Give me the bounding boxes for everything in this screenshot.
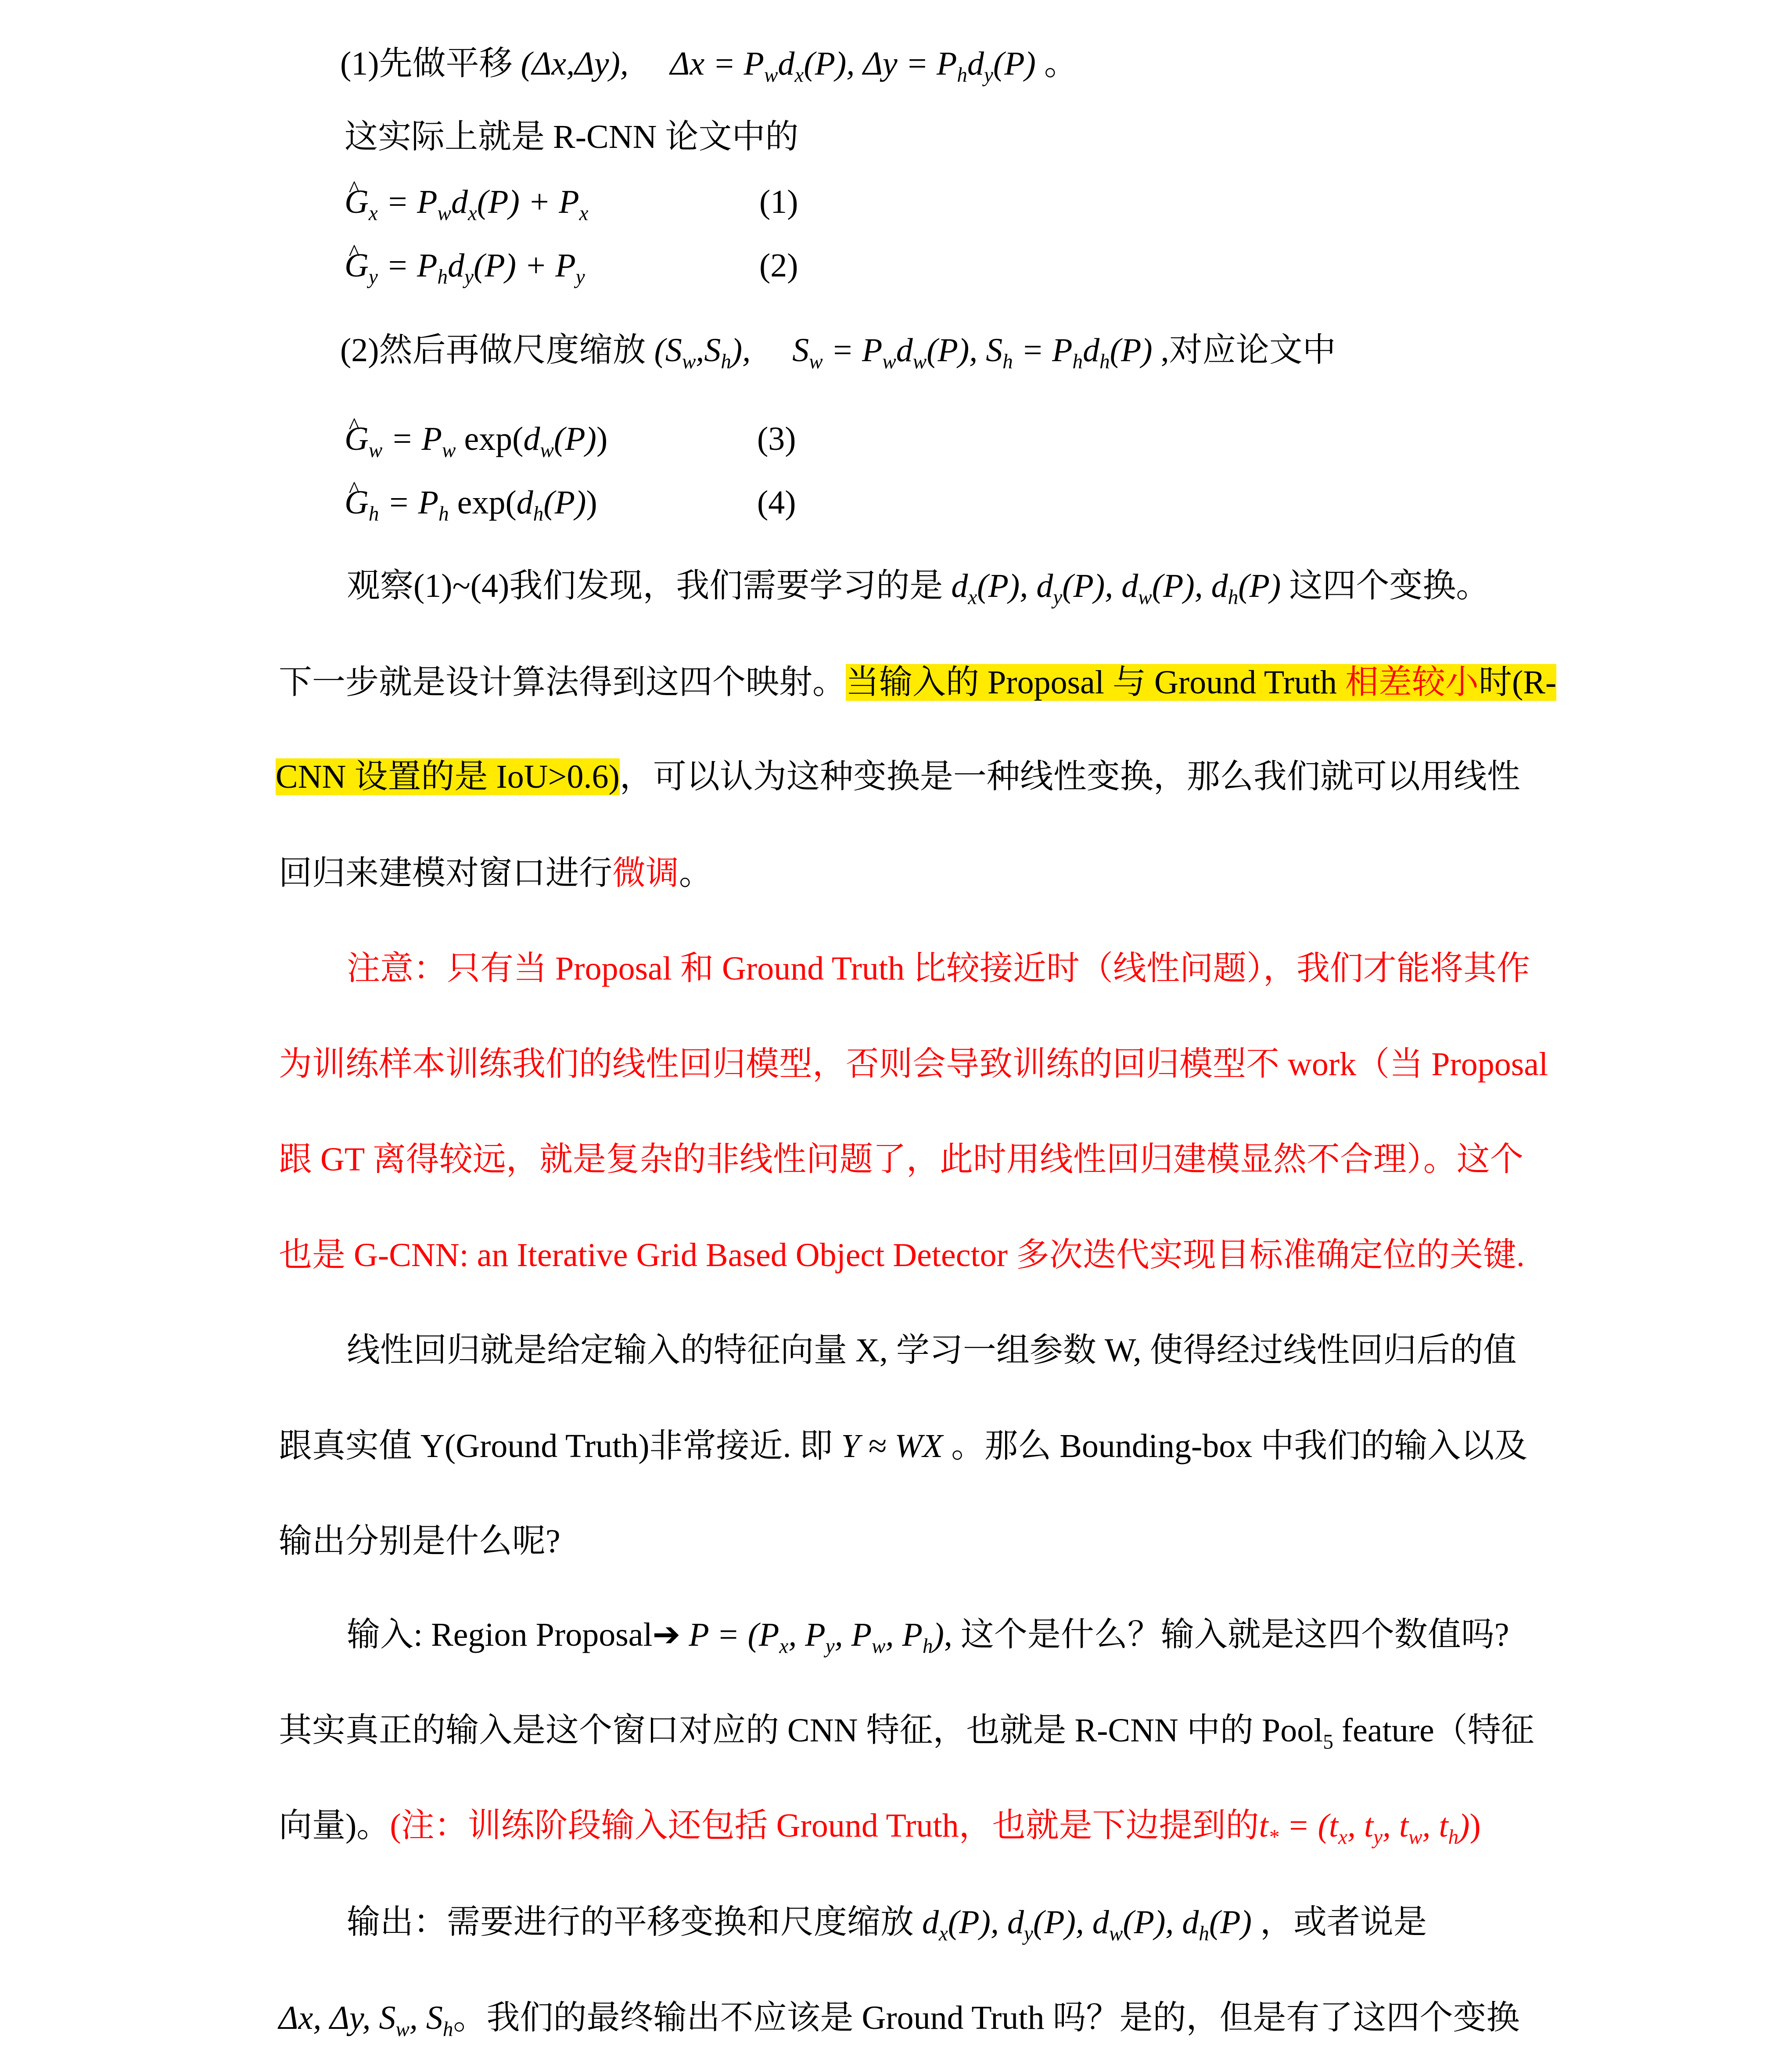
para-next-line1: 下一步就是设计算法得到这四个映射。当输入的 Proposal 与 Ground Truth 相差较小时(R- [279, 664, 1557, 701]
para-next-line3: 回归来建模对窗口进行微调。 [279, 855, 712, 892]
para-next-line2: CNN 设置的是 IoU>0.6)，可以认为这种变换是一种线性变换，那么我们就可以用线性 [276, 758, 1520, 795]
linreg-line2: 跟真实值 Y(Ground Truth)非常接近. 即 Y ≈ WX 。那么 Bounding-box 中我们的输入以及 [279, 1428, 1528, 1464]
input-line1: 输入: Region Proposal➔ $P = (P_x$, $P_y$, $P_w$, $P_h$), 这个是什么？输入就是这四个数值吗? [347, 1616, 1509, 1658]
note-line1: 注意：只有当 Proposal 和 Ground Truth 比较接近时（线性问题），我们才能将其作 [347, 950, 1530, 987]
equation-1-number: (1) [759, 183, 798, 220]
equation-3: ^ $G_w = P_w$ $\exp(d_w(P))$ [345, 417, 607, 461]
equation-2-number: (2) [759, 247, 798, 284]
step1-formula: $\Delta x = P_wd_x(P)$, $\Delta y = P_hd_y(P)$ [670, 45, 1036, 87]
intro-rcnn: 这实际上就是 R-CNN 论文中的 [345, 118, 799, 155]
input-line2: 其实真正的输入是这个窗口对应的 CNN 特征，也就是 R-CNN 中的 Pool$_5$ feature（特征 [279, 1712, 1534, 1754]
step2-pair: $(S_w,S_h)$, [654, 332, 751, 373]
note-line3: 跟 GT 离得较远，就是复杂的非线性问题了，此时用线性回归建模显然不合理）。这个 [279, 1141, 1523, 1178]
linreg-line3: 输出分别是什么呢? [279, 1523, 560, 1560]
step2-label: (2)然后再做尺度缩放 [340, 332, 646, 369]
equation-1: ^ $G_x = P_wd_x(P) + P_x$ [345, 180, 589, 224]
note-line2: 为训练样本训练我们的线性回归模型，否则会导致训练的回归模型不 work（当 Proposal [279, 1046, 1548, 1083]
equation-4: ^ $G_h = P_h$ $\exp(d_h(P))$ [345, 481, 597, 524]
note-line4: 也是 G-CNN: an Iterative Grid Based Object Detector 多次迭代实现目标准确定位的关键. [279, 1237, 1525, 1274]
equation-3-number: (3) [757, 420, 796, 457]
output-line1: 输出：需要进行的平移变换和尺度缩放 $d_x(P)$, $d_y(P)$, $d_w(P)$, $d_h(P)$ ，或者说是 [347, 1904, 1427, 1945]
step2-line: (2)然后再做尺度缩放 $(S_w,S_h)$, $S_w = P_wd_w(P)$, $S_h = P_hd_h(P)$ ,对应论文中 [340, 332, 1336, 373]
input-line3: 向量)。(注：训练阶段输入还包括 Ground Truth，也就是下边提到的$t_* = (t_x$, $t_y$, $t_w$, $t_h$)) [279, 1807, 1481, 1849]
step1-line: (1)先做平移 (Δx,Δy), $\Delta x = P_wd_x(P)$, $\Delta y = P_hd_y(P)$ 。 [340, 45, 1077, 87]
arrow-right-icon: ➔ [652, 1616, 681, 1653]
step1-label: (1)先做平移 [340, 45, 513, 82]
highlight-span-2: CNN 设置的是 IoU>0.6) [276, 758, 620, 795]
highlight-span: 当输入的 Proposal 与 Ground Truth 相差较小时(R- [846, 664, 1557, 701]
equation-2: ^ $G_y = P_hd_y(P) + P_y$ [345, 244, 585, 287]
equation-4-number: (4) [757, 484, 796, 521]
step2-formula: $S_w = P_wd_w(P)$, $S_h = P_hd_h(P)$ [792, 332, 1153, 373]
output-line2: Δx, Δy, $S_w$, $S_h$。我们的最终输出不应该是 Ground Truth 吗？是的，但是有了这四个变换 [279, 1999, 1520, 2041]
observe-line: 观察(1)~(4)我们发现，我们需要学习的是 $d_x(P)$, $d_y(P)$, $d_w(P)$, $d_h(P)$ 这四个变换。 [347, 567, 1490, 609]
step1-pair: (Δx,Δy), [521, 45, 628, 82]
linreg-line1: 线性回归就是给定输入的特征向量 X, 学习一组参数 W, 使得经过线性回归后的值 [347, 1332, 1517, 1369]
